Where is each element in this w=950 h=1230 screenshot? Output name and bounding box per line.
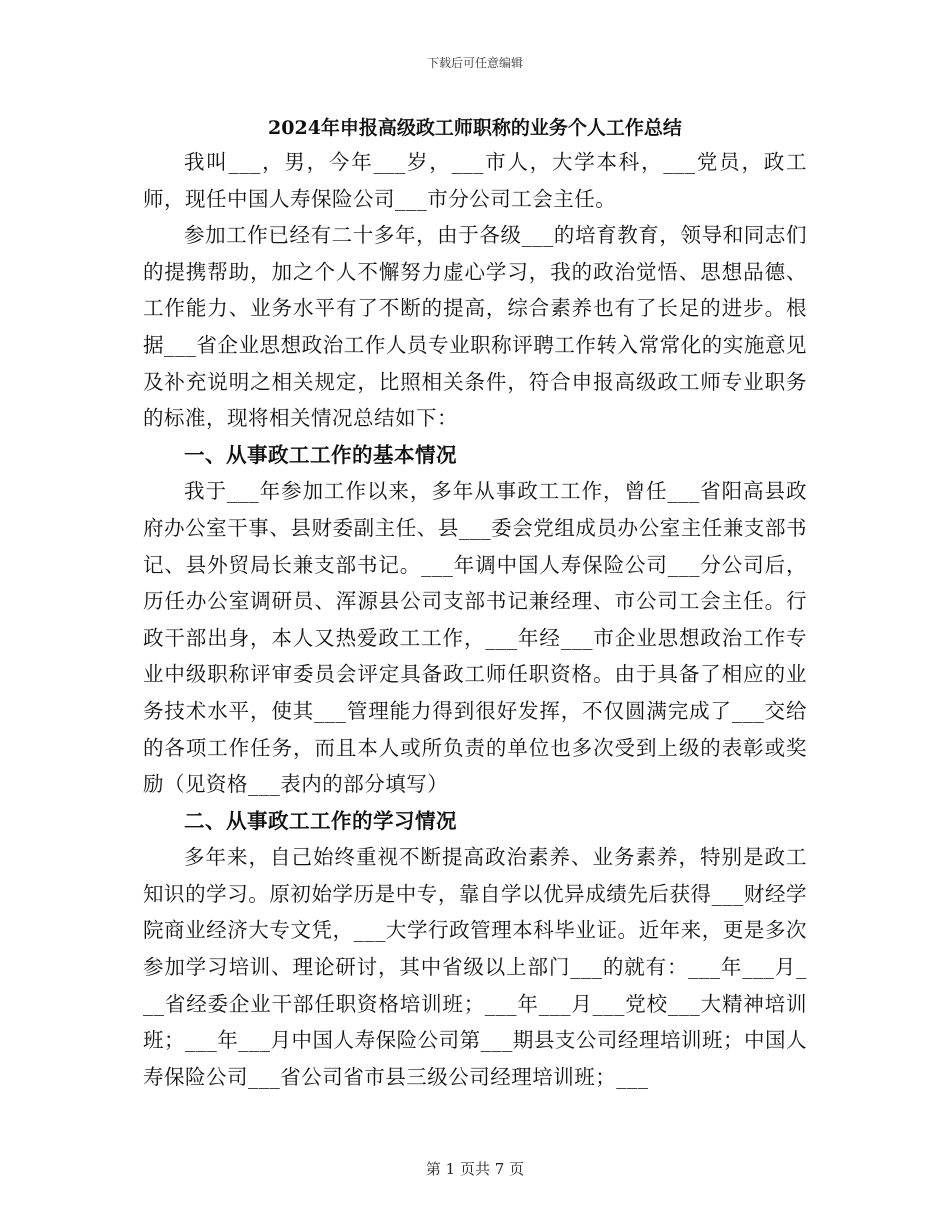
page-header-note: 下载后可任意编辑 [426, 56, 523, 70]
section-body-study-situation: 多年来，自己始终重视不断提高政治素养、业务素养，特别是政工知识的学习。原初始学历是中专，靠自学以优异成绩先后获得___财经学院商业经济大专文凭，___大学行政管理本科毕业证。近年来，更是多次参加学习培训、理论研讨，其中省级以上部门___的就有：___年___月___省经委企业干部任职资格培训班；___年___月___党校___大精神培训班；___年___月中国人寿保险公司第___期县支公司经理培训班；中国人寿保险公司___省公司省市县三级公司经理培训班；___ [143, 845, 807, 1089]
section-heading-basic-situation: 一、从事政工工作的基本情况 [184, 442, 457, 467]
section-heading-study-situation: 二、从事政工工作的学习情况 [184, 808, 457, 833]
intro-paragraph: 我叫___，男，今年___岁，___市人，大学本科，___党员，政工师，现任中国人寿保险公司___市分公司工会主任。 [143, 150, 807, 211]
section-body-basic-situation: 我于___年参加工作以来，多年从事政工工作，曾任___省阳高县政府办公室干事、县财委副主任、县___委会党组成员办公室主任兼支部书记、县外贸局长兼支部书记。___年调中国人寿保险公司___分公司后，历任办公室调研员、浑源县公司支部书记兼经理、市公司工会主任。行政干部出身，本人又热爱政工工作，___年经___市企业思想政治工作专业中级职称评审委员会评定具备政工师任职资格。由于具备了相应的业务技术水平，使其___管理能力得到很好发挥，不仅圆满完成了___交给的各项工作任务，而且本人或所负责的单位也多次受到上级的表彰或奖励（见资格___表内的部分填写） [143, 479, 807, 797]
document-title: 2024年申报高级政工师职称的业务个人工作总结 [268, 117, 682, 139]
background-paragraph: 参加工作已经有二十多年，由于各级___的培育教育，领导和同志们的提携帮助，加之个人不懈努力虚心学习，我的政治觉悟、思想品德、工作能力、业务水平有了不断的提高，综合素养也有了长足的进步。根据___省企业思想政治工作人员专业职称评聘工作转入常常化的实施意见及补充说明之相关规定，比照相关条件，符合申报高级政工师专业职务的标准，现将相关情况总结如下： [143, 223, 807, 431]
document-body [143, 112, 807, 1095]
page-number: 第 1 页共 7 页 [425, 1160, 525, 1178]
